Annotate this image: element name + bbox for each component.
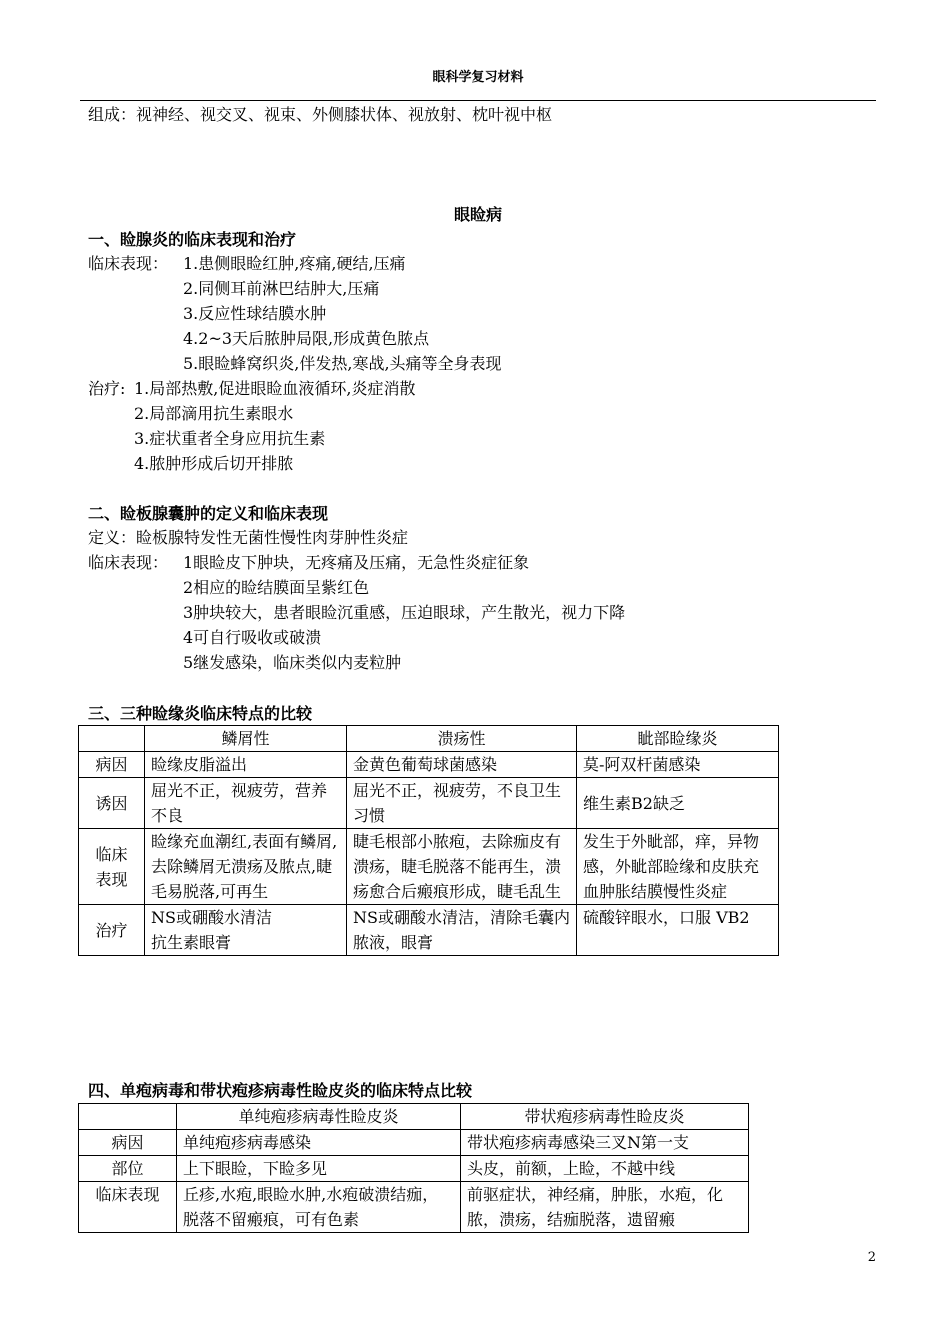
- table-cell: 屈光不正，视疲劳，营养不良: [145, 778, 347, 829]
- table-cell: 睑缘皮脂溢出: [145, 752, 347, 778]
- table-cell: 莫-阿双杆菌感染: [577, 752, 779, 778]
- table-cell: 带状疱疹病毒感染三叉N第一支: [461, 1130, 749, 1156]
- table-cell: 屈光不正，视疲劳，不良卫生习惯: [347, 778, 577, 829]
- herpes-comparison-table: [78, 1103, 749, 1233]
- table-cell: NS或硼酸水清洁 抗生素眼膏: [145, 905, 347, 956]
- section1-clinical-item: 1.患侧眼睑红肿,疼痛,硬结,压痛: [183, 254, 406, 273]
- row-label: 治疗: [79, 905, 145, 956]
- row-label: 诱因: [79, 778, 145, 829]
- section1-clinical-item: 5.眼睑蜂窝织炎,伴发热,寒战,头痛等全身表现: [183, 354, 502, 373]
- section1-treatment-item: 3.症状重者全身应用抗生素: [134, 429, 326, 448]
- section1-clinical-label: 临床表现：: [88, 254, 169, 273]
- row-label: 部位: [79, 1156, 177, 1182]
- table-row: [79, 1156, 749, 1182]
- section1-treatment-item: 4.脓肿形成后切开排脓: [134, 454, 294, 473]
- table-header-cell: [79, 1104, 177, 1130]
- table-header-row: [79, 726, 779, 752]
- blepharitis-comparison-table: [78, 725, 779, 956]
- row-label: 临床表现: [79, 829, 145, 905]
- table-row: [79, 778, 779, 829]
- page-header: 眼科学复习材料: [432, 70, 524, 85]
- table-header-cell: [79, 726, 145, 752]
- section2-clinical-item: 2相应的睑结膜面呈紫红色: [183, 578, 370, 597]
- table-cell: 前驱症状，神经痛，肿胀，水疱，化脓，溃疡，结痂脱落，遗留瘢: [461, 1182, 749, 1233]
- section2-clinical-item: 3肿块较大，患者眼睑沉重感，压迫眼球，产生散光，视力下降: [183, 603, 626, 622]
- section2-heading: 二、睑板腺囊肿的定义和临床表现: [88, 504, 329, 523]
- section3-heading: 三、三种睑缘炎临床特点的比较: [88, 704, 313, 723]
- section2-definition: 定义：睑板腺特发性无菌性慢性肉芽肿性炎症: [88, 528, 409, 547]
- table-header-cell: 眦部睑缘炎: [577, 726, 779, 752]
- table-header-cell: 带状疱疹病毒性睑皮炎: [461, 1104, 749, 1130]
- table-cell: 丘疹,水疱,眼睑水肿,水疱破溃结痂，脱落不留瘢痕，可有色素: [177, 1182, 461, 1233]
- table-row: [79, 829, 779, 905]
- row-label: 临床表现: [79, 1182, 177, 1233]
- table-row: [79, 752, 779, 778]
- section2-clinical-label: 临床表现：: [88, 553, 169, 572]
- section1-heading: 一、睑腺炎的临床表现和治疗: [88, 230, 297, 249]
- section1-treatment-label: 治疗:: [88, 379, 126, 398]
- row-label: 病因: [79, 1130, 177, 1156]
- table-cell: 上下眼睑，下睑多见: [177, 1156, 461, 1182]
- section1-clinical-item: 2.同侧耳前淋巴结肿大,压痛: [183, 279, 380, 298]
- table-cell: 金黄色葡萄球菌感染: [347, 752, 577, 778]
- table-cell: 硫酸锌眼水，口服 VB2: [577, 905, 779, 956]
- table-cell: 头皮，前额，上睑，不越中线: [461, 1156, 749, 1182]
- table-row: [79, 1130, 749, 1156]
- table-header-row: [79, 1104, 749, 1130]
- section1-clinical-item: 4.2~3天后脓肿局限,形成黄色脓点: [183, 329, 430, 348]
- chapter-title: 眼睑病: [453, 205, 502, 224]
- section2-clinical-item: 4可自行吸收或破溃: [183, 628, 322, 647]
- section1-clinical-item: 3.反应性球结膜水肿: [183, 304, 327, 323]
- table-header-cell: 鳞屑性: [145, 726, 347, 752]
- section1-treatment-item: 1.局部热敷,促进眼睑血液循环,炎症消散: [134, 379, 416, 398]
- section1-treatment-item: 2.局部滴用抗生素眼水: [134, 404, 294, 423]
- header-rule: [80, 100, 876, 101]
- section2-clinical-item: 1眼睑皮下肿块，无疼痛及压痛，无急性炎症征象: [183, 553, 530, 572]
- section4-heading: 四、单疱病毒和带状疱疹病毒性睑皮炎的临床特点比较: [88, 1081, 473, 1100]
- table-cell: NS或硼酸水清洁，清除毛囊内脓液，眼膏: [347, 905, 577, 956]
- table-header-cell: 单纯疱疹病毒性睑皮炎: [177, 1104, 461, 1130]
- row-label: 病因: [79, 752, 145, 778]
- table-cell: 维生素B2缺乏: [577, 778, 779, 829]
- table-cell: 单纯疱疹病毒感染: [177, 1130, 461, 1156]
- table-row: [79, 905, 779, 956]
- table-cell: 睑缘充血潮红,表面有鳞屑,去除鳞屑无溃疡及脓点,睫毛易脱落,可再生: [145, 829, 347, 905]
- page-number: 2: [867, 1250, 876, 1265]
- table-row: [79, 1182, 749, 1233]
- table-cell: 发生于外眦部，痒，异物感，外眦部睑缘和皮肤充血肿胀结膜慢性炎症: [577, 829, 779, 905]
- table-cell: 睫毛根部小脓疱，去除痂皮有溃疡，睫毛脱落不能再生，溃疡愈合后瘢痕形成，睫毛乱生: [347, 829, 577, 905]
- section2-clinical-item: 5继发感染，临床类似内麦粒肿: [183, 653, 402, 672]
- table-header-cell: 溃疡性: [347, 726, 577, 752]
- intro-line: 组成：视神经、视交叉、视束、外侧膝状体、视放射、枕叶视中枢: [88, 105, 553, 124]
